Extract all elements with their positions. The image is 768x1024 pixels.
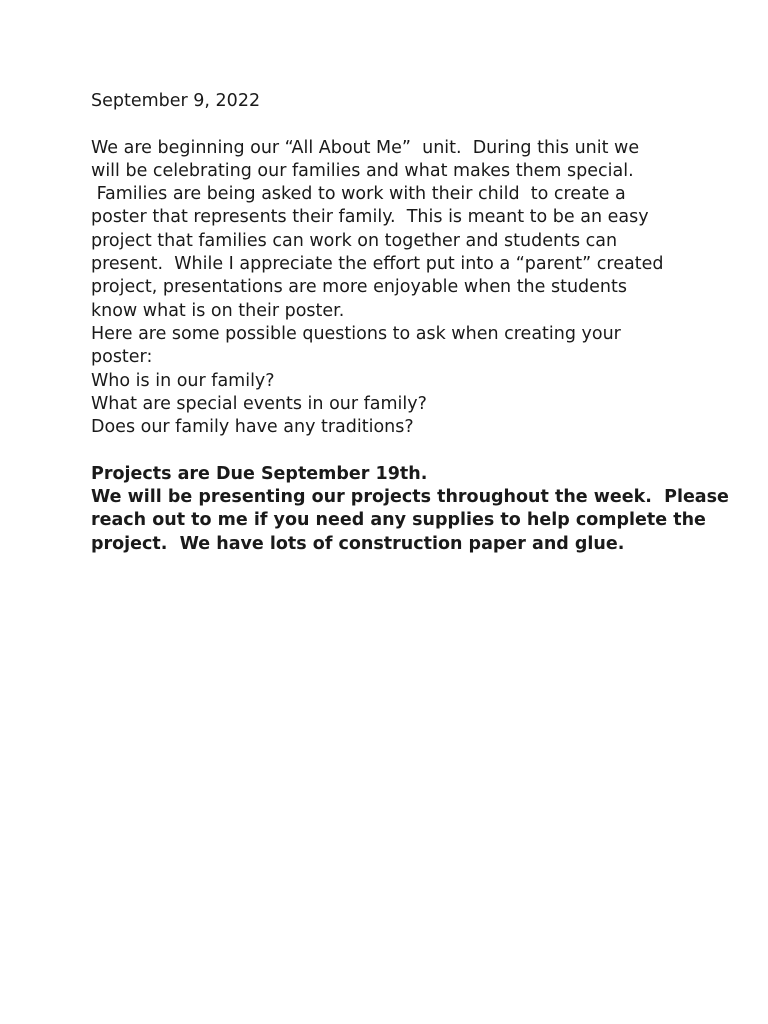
question-item: Who is in our family? bbox=[91, 370, 275, 391]
intro-line: Families are being asked to work with their child to create a bbox=[91, 184, 626, 205]
spacer bbox=[91, 439, 691, 462]
question-list bbox=[91, 370, 691, 440]
closing-line: reach out to me if you need any supplies to help complete the bbox=[91, 510, 706, 531]
letter-date: September 9, 2022 bbox=[91, 91, 261, 111]
questions-intro bbox=[91, 323, 691, 370]
intro-line: know what is on their poster. bbox=[91, 300, 345, 321]
question-item: What are special events in our family? bbox=[91, 393, 427, 414]
intro-line: poster that represents their family. This is meant to be an easy bbox=[91, 207, 649, 228]
intro-line: present. While I appreciate the effort put into a “parent” created bbox=[91, 254, 664, 275]
question-item: Does our family have any traditions? bbox=[91, 417, 414, 438]
intro-line: will be celebrating our families and what makes them special. bbox=[91, 160, 634, 181]
intro-paragraph bbox=[91, 137, 691, 323]
letter-body bbox=[91, 90, 729, 556]
closing-section bbox=[91, 463, 729, 556]
questions-intro-line: Here are some possible questions to ask when creating your bbox=[91, 323, 621, 344]
closing-line: We will be presenting our projects throughout the week. Please bbox=[91, 487, 729, 508]
intro-line: project, presentations are more enjoyable when the students bbox=[91, 277, 627, 298]
intro-line: We are beginning our “All About Me” unit. During this unit we bbox=[91, 137, 640, 158]
intro-line: project that families can work on together and students can bbox=[91, 230, 618, 251]
questions-intro-line: poster: bbox=[91, 347, 153, 368]
closing-line: project. We have lots of construction paper and glue. bbox=[91, 533, 625, 554]
due-date-line: Projects are Due September 19th. bbox=[91, 463, 428, 484]
spacer bbox=[91, 113, 691, 136]
